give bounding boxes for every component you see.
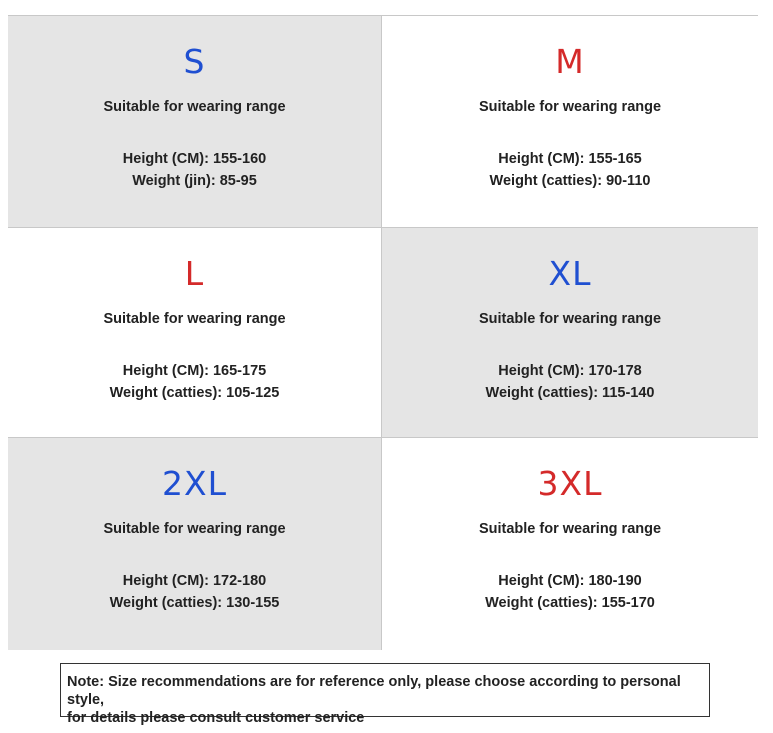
weight-range: Weight (catties): 115-140 [485, 385, 655, 401]
wearing-range-label: Suitable for wearing range [103, 99, 286, 115]
note-line-1: Note: Size recommendations are for reference only, please choose according to personal style, [67, 674, 681, 708]
size-label: XL [548, 254, 592, 293]
weight-range: Weight (catties): 90-110 [489, 173, 651, 189]
size-cell-s [8, 16, 382, 228]
weight-range: Weight (catties): 105-125 [109, 385, 280, 401]
wearing-range-label: Suitable for wearing range [478, 521, 662, 537]
size-cell-xl [382, 228, 758, 438]
height-range: Height (CM): 180-190 [498, 573, 642, 589]
weight-range: Weight (catties): 155-170 [485, 595, 655, 611]
height-range: Height (CM): 165-175 [122, 363, 267, 379]
size-cell-l [8, 228, 382, 438]
weight-range: Weight (catties): 130-155 [109, 595, 280, 611]
weight-range: Weight (jin): 85-95 [132, 173, 257, 189]
height-range: Height (CM): 155-160 [122, 151, 267, 167]
wearing-range-label: Suitable for wearing range [478, 99, 662, 115]
size-label: 3XL [537, 464, 603, 503]
wearing-range-label: Suitable for wearing range [478, 311, 662, 327]
wearing-range-label: Suitable for wearing range [103, 311, 286, 327]
size-label: 2XL [162, 464, 227, 503]
height-range: Height (CM): 172-180 [122, 573, 267, 589]
note-line-2: for details please consult customer service [67, 710, 365, 726]
height-range: Height (CM): 170-178 [498, 363, 642, 379]
size-label: M [555, 42, 585, 81]
size-chart-grid [8, 15, 758, 649]
size-cell-3xl [382, 438, 758, 650]
size-note-box [60, 663, 710, 726]
size-cell-m [382, 16, 758, 228]
size-label: L [184, 254, 205, 293]
wearing-range-label: Suitable for wearing range [103, 521, 286, 537]
size-cell-2xl [8, 438, 382, 650]
height-range: Height (CM): 155-165 [498, 151, 642, 167]
size-label: S [183, 42, 206, 81]
